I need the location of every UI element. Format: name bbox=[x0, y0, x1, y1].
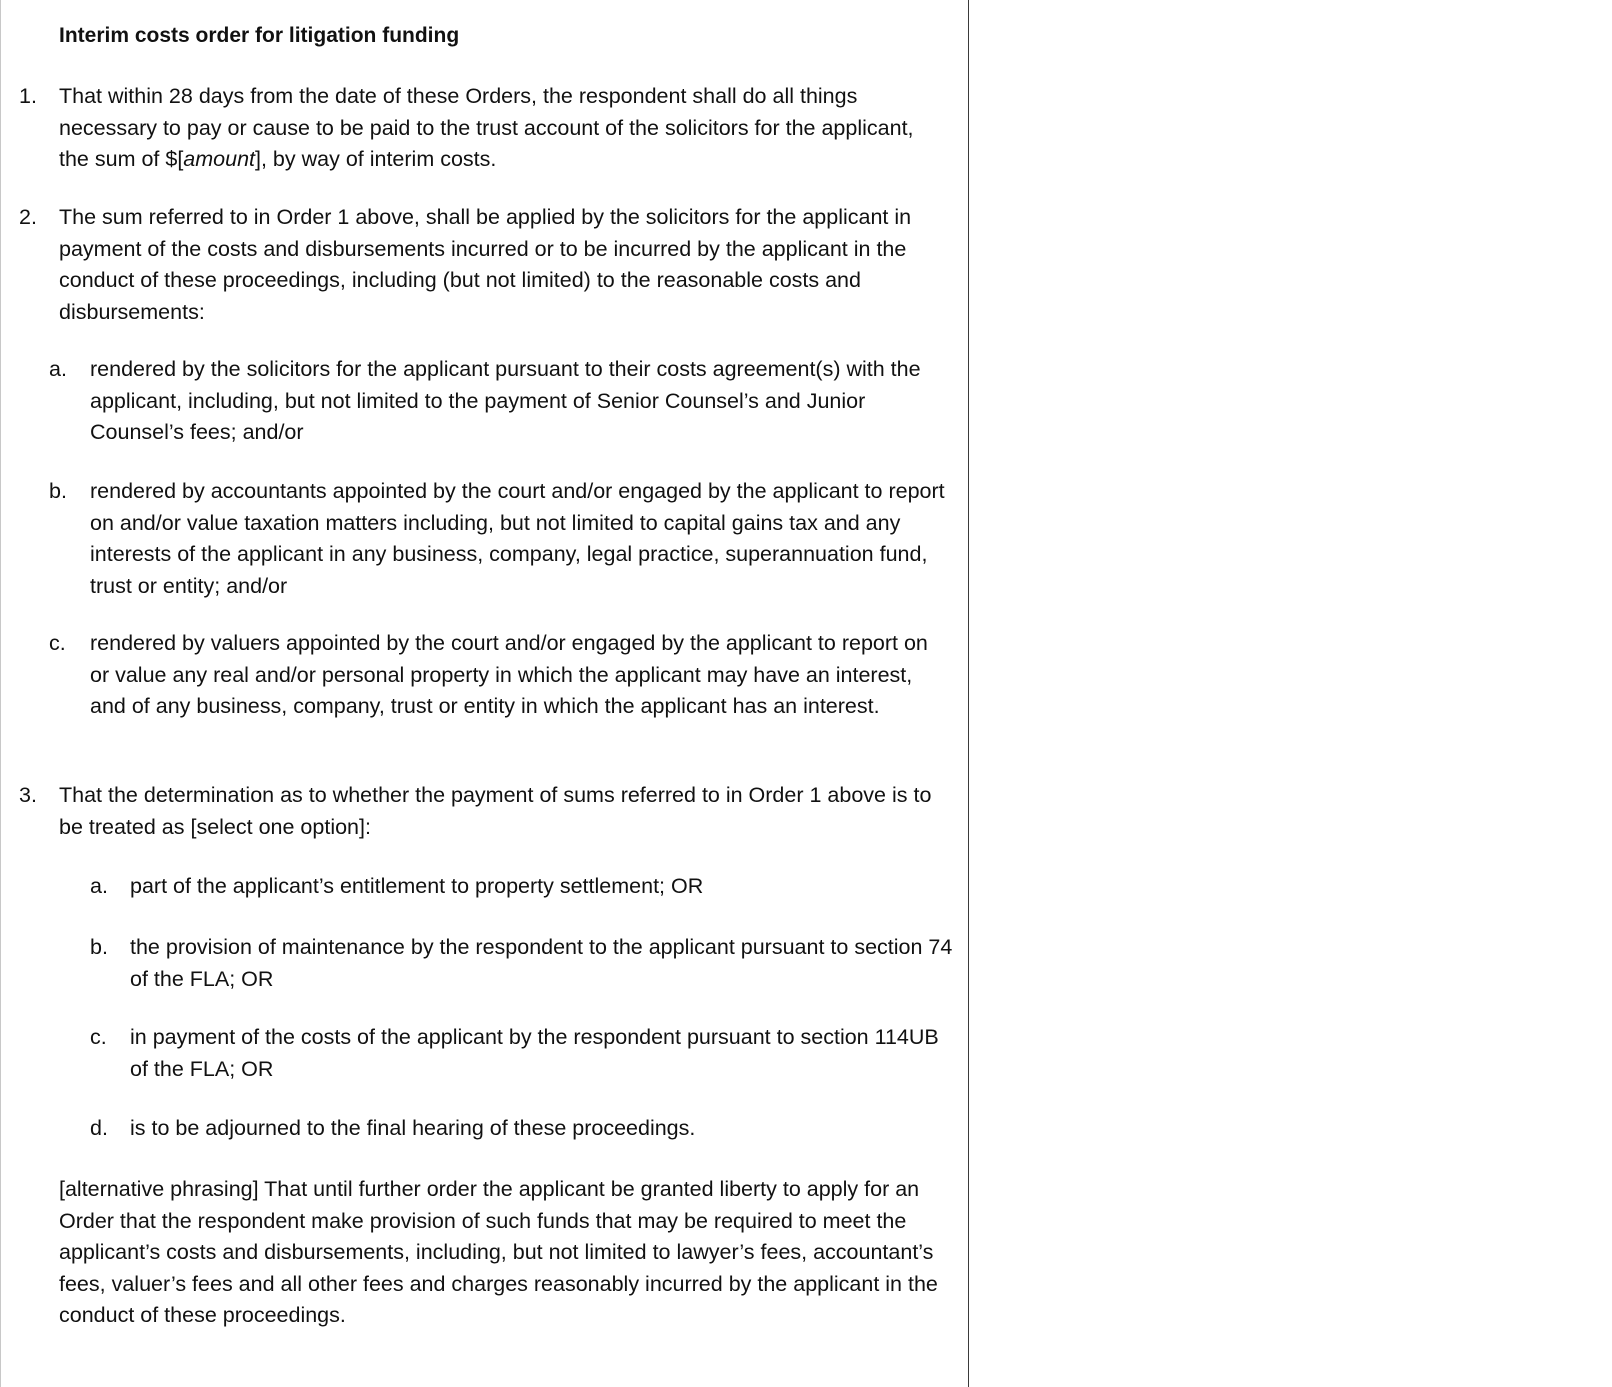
amount-placeholder: amount bbox=[183, 147, 256, 171]
subitem-text: part of the applicant’s entitlement to property settlement; OR bbox=[130, 874, 704, 898]
subitem-text: rendered by valuers appointed by the court and/or engaged by the applicant to report on or value any real and/or personal property in which the applicant may have an interest, and of any business, company, trust or entity in which the applicant has an interest. bbox=[90, 631, 928, 718]
order-text: The sum referred to in Order 1 above, shall be applied by the solicitors for the applicant in payment of the costs and disbursements incurred or to be incurred by the applicant in the conduct of these proceedings, including (but not limited) to the reasonable costs and disbursements: bbox=[59, 205, 912, 324]
order-number: 2. bbox=[19, 205, 37, 229]
subitem-text: in payment of the costs of the applicant by the respondent pursuant to section 114UB of the FLA; OR bbox=[130, 1025, 939, 1081]
order-3-subitem-a bbox=[90, 871, 960, 903]
subitem-letter: b. bbox=[49, 479, 67, 503]
document-heading: Interim costs order for litigation funding bbox=[59, 24, 460, 47]
subitem-letter: c. bbox=[90, 1025, 107, 1049]
subitem-text: is to be adjourned to the final hearing of these proceedings. bbox=[130, 1116, 696, 1140]
subitem-letter: d. bbox=[90, 1116, 108, 1140]
order-3 bbox=[19, 780, 949, 843]
order-text-part: ], by way of interim costs. bbox=[255, 147, 497, 171]
order-text bbox=[59, 81, 949, 176]
order-1 bbox=[19, 81, 949, 176]
order-3-subitem-d bbox=[90, 1113, 960, 1145]
order-number: 3. bbox=[19, 783, 37, 807]
order-text-part: That within 28 days from the date of these Orders, the respondent shall do all things necessary to pay or cause to be paid to the trust account of the solicitors for the applicant, the sum of $[ bbox=[59, 84, 914, 171]
subitem-text: rendered by the solicitors for the applicant pursuant to their costs agreement(s) with the applicant, including, but not limited to the payment of Senior Counsel’s and Junior Counsel’s fees; and/or bbox=[90, 357, 921, 444]
order-3-subitem-c bbox=[90, 1022, 960, 1085]
subitem-text: rendered by accountants appointed by the court and/or engaged by the applicant to report on and/or value taxation matters including, but not limited to capital gains tax and any interests of the applicant in any business, company, legal practice, superannuation fund, trust or entity; and/or bbox=[90, 479, 945, 598]
order-2-subitem-c bbox=[49, 628, 950, 723]
subitem-letter: c. bbox=[49, 631, 66, 655]
subitem-letter: a. bbox=[90, 874, 108, 898]
order-2-subitem-a bbox=[49, 354, 950, 449]
order-text: That the determination as to whether the payment of sums referred to in Order 1 above is to be treated as [select one option]: bbox=[59, 783, 932, 839]
order-number: 1. bbox=[19, 84, 37, 108]
subitem-text: the provision of maintenance by the respondent to the applicant pursuant to section 74 of the FLA; OR bbox=[130, 935, 953, 991]
alternative-phrasing-paragraph: [alternative phrasing] That until further order the applicant be granted liberty to apply for an Order that the respondent make provision of such funds that may be required to meet the applicant’s costs and disbursements, including, but not limited to lawyer’s fees, accountant’s fees, valuer’s fees and all other fees and charges reasonably incurred by the applicant in the conduct of these proceedings. bbox=[59, 1177, 938, 1327]
subitem-letter: a. bbox=[49, 357, 67, 381]
order-3-subitem-b bbox=[90, 932, 960, 995]
order-2 bbox=[19, 202, 949, 328]
order-2-subitem-b bbox=[49, 476, 950, 602]
subitem-letter: b. bbox=[90, 935, 108, 959]
